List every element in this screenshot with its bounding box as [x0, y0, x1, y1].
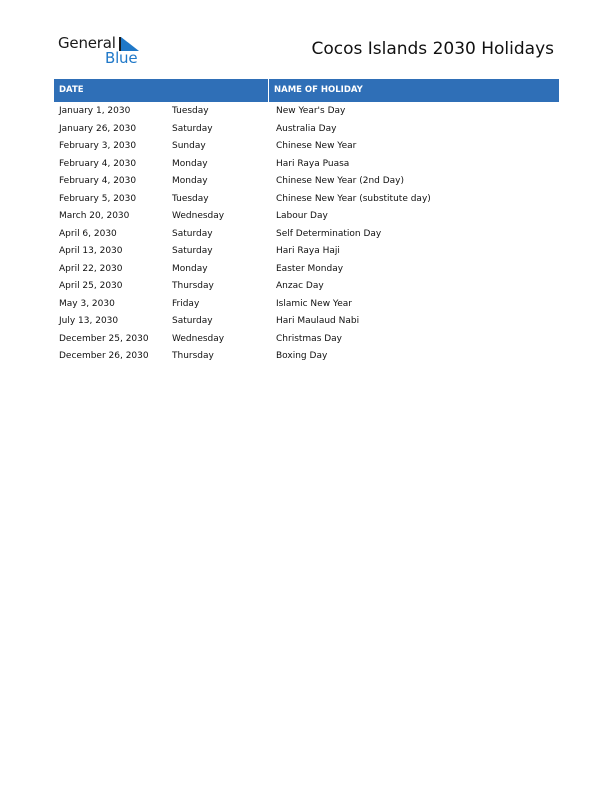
- table-row: [54, 121, 559, 139]
- table-row: [54, 261, 559, 279]
- table-body: [54, 102, 559, 366]
- table-row: [54, 103, 559, 121]
- page-title: Cocos Islands 2030 Holidays: [311, 39, 554, 59]
- table-row: [54, 278, 559, 296]
- holiday-date: May 3, 2030: [59, 298, 115, 309]
- table-row: [54, 296, 559, 314]
- table-row: [54, 173, 559, 191]
- holiday-date: February 4, 2030: [59, 158, 137, 169]
- holiday-weekday: Saturday: [172, 123, 213, 134]
- table-row: [54, 226, 559, 244]
- holiday-date: January 1, 2030: [59, 106, 131, 116]
- column-header-date: DATE: [54, 79, 269, 102]
- holiday-name: New Year's Day: [276, 106, 346, 116]
- table-row: [54, 331, 559, 349]
- holiday-date: July 13, 2030: [59, 316, 119, 326]
- table-row: [54, 156, 559, 174]
- holiday-date: April 6, 2030: [59, 228, 117, 239]
- holiday-weekday: Tuesday: [172, 106, 209, 116]
- holidays-table: [54, 79, 559, 366]
- holiday-name: Chinese New Year (2nd Day): [276, 176, 405, 186]
- holiday-weekday: Saturday: [172, 228, 213, 239]
- table-row: [54, 348, 559, 366]
- holiday-name: Anzac Day: [276, 281, 324, 291]
- holiday-name: Australia Day: [276, 123, 337, 134]
- table-row: [54, 243, 559, 261]
- holiday-name: Self Determination Day: [276, 228, 382, 239]
- holiday-weekday: Tuesday: [172, 193, 209, 204]
- holiday-weekday: Monday: [172, 158, 208, 169]
- logo-word-blue: Blue: [105, 49, 138, 67]
- holiday-weekday: Saturday: [172, 246, 213, 256]
- holiday-weekday: Friday: [172, 298, 200, 309]
- holiday-date: February 3, 2030: [59, 141, 137, 151]
- table-row: [54, 313, 559, 331]
- holiday-name: Chinese New Year (substitute day): [276, 193, 431, 204]
- holiday-date: December 25, 2030: [59, 333, 149, 344]
- holiday-name: Hari Raya Haji: [276, 246, 340, 256]
- holiday-weekday: Wednesday: [172, 333, 225, 344]
- holiday-date: December 26, 2030: [59, 351, 149, 361]
- holiday-weekday: Thursday: [172, 281, 214, 291]
- table-row: [54, 208, 559, 226]
- holiday-name: Hari Maulaud Nabi: [276, 316, 360, 326]
- column-header-holiday-name: NAME OF HOLIDAY: [274, 85, 363, 95]
- holiday-name: Hari Raya Puasa: [276, 158, 350, 169]
- holiday-weekday: Sunday: [172, 141, 206, 151]
- table-row: [54, 138, 559, 156]
- holiday-date: March 20, 2030: [59, 211, 130, 221]
- holiday-weekday: Saturday: [172, 316, 213, 326]
- holiday-weekday: Monday: [172, 176, 208, 186]
- holiday-name: Chinese New Year: [276, 141, 357, 151]
- holiday-date: February 4, 2030: [59, 176, 137, 186]
- holiday-weekday: Monday: [172, 263, 208, 274]
- holiday-name: Easter Monday: [276, 263, 344, 274]
- holiday-date: April 13, 2030: [59, 246, 123, 256]
- logo-word-general: General: [58, 34, 116, 52]
- holiday-date: February 5, 2030: [59, 193, 137, 204]
- holiday-name: Christmas Day: [276, 333, 343, 344]
- holiday-name: Labour Day: [276, 211, 328, 221]
- holiday-weekday: Wednesday: [172, 211, 225, 221]
- table-header: [54, 79, 559, 102]
- holiday-name: Islamic New Year: [276, 298, 352, 309]
- holiday-date: January 26, 2030: [59, 123, 137, 134]
- logo: [58, 34, 148, 70]
- holiday-date: April 22, 2030: [59, 263, 123, 274]
- holiday-weekday: Thursday: [172, 351, 214, 361]
- holiday-date: April 25, 2030: [59, 281, 123, 291]
- table-row: [54, 191, 559, 209]
- holiday-name: Boxing Day: [276, 351, 328, 361]
